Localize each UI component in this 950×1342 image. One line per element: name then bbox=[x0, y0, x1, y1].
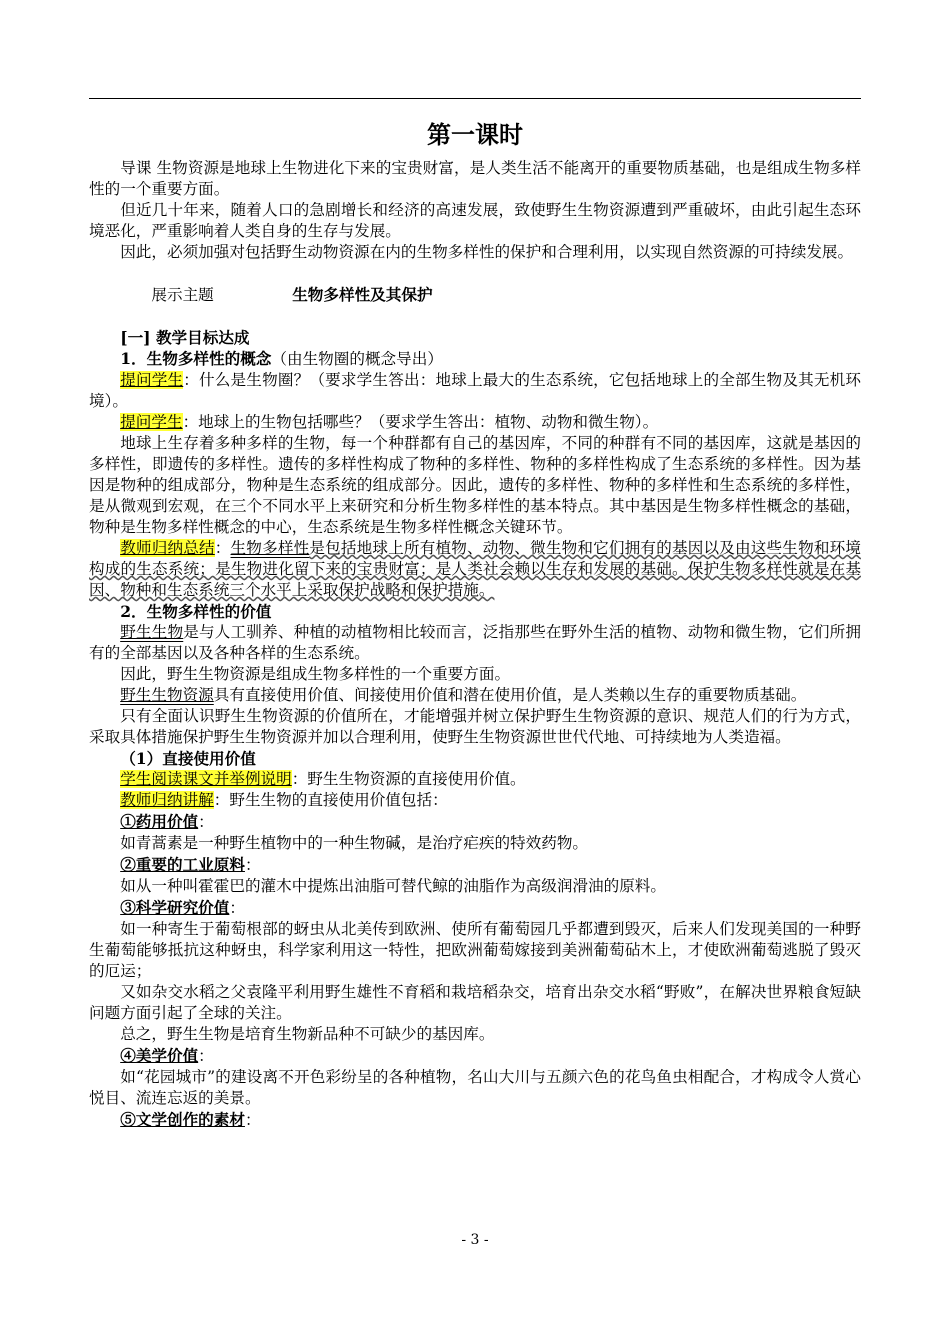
value-3-text-3: 总之，野生生物是培育生物新品种不可缺少的基因库。 bbox=[120, 1025, 495, 1043]
reading-tag: 学生阅读课文并举例说明 bbox=[120, 770, 292, 788]
teacher-explain: 教师归纳讲解：野生生物的直接使用价值包括： bbox=[120, 791, 448, 809]
question-1: 提问学生：什么是生物圈？（要求学生答出：地球上最大的生态系统，它包括地球上的全部生物及其无机环境）。 bbox=[89, 371, 861, 410]
teacher-summary: 教师归纳总结：生物多样性是包括地球上所有植物、动物、微生物和它们拥有的基因以及由这些生物和环境构成的生态系统；是生物进化留下来的宝贵财富；是人类社会赖以生存和发展的基础。保护生物多样性就是在基因、物种和生态系统三个水平上采取保护战略和保护措施。 bbox=[89, 539, 861, 599]
page-number: - 3 - bbox=[461, 1232, 489, 1248]
value-4-text: 如“花园城市”的建设离不开色彩纷呈的各种植物，名山大川与五颜六色的花鸟鱼虫相配合，才构成令人赏心悦目、流连忘返的美景。 bbox=[89, 1068, 861, 1107]
theme-label: 展示主题 bbox=[151, 286, 214, 304]
section-heading: [一] 教学目标达成 bbox=[120, 328, 250, 347]
intro-paragraph: 导课 生物资源是地球上生物进化下来的宝贵财富，是人类生活不能离开的重要物质基础，也是组成生物多样性的一个重要方面。 bbox=[89, 159, 861, 198]
theme-line bbox=[89, 284, 861, 306]
subsection-1-title: 1．生物多样性的概念（由生物圈的概念导出） bbox=[120, 349, 443, 368]
question-tag: 提问学生 bbox=[120, 371, 184, 389]
student-reading: 学生阅读课文并举例说明：野生生物资源的直接使用价值。 bbox=[120, 770, 526, 788]
question-2: 提问学生：地球上的生物包括哪些？（要求学生答出：植物、动物和微生物）。 bbox=[120, 413, 659, 431]
summary-tag: 教师归纳总结 bbox=[120, 539, 215, 557]
explain-tag: 教师归纳讲解 bbox=[120, 791, 214, 809]
theme-value: 生物多样性及其保护 bbox=[292, 285, 433, 304]
only-paragraph: 只有全面认识野生生物资源的价值所在，才能增强并树立保护野生生物资源的意识、规范人们的行为方式，采取具体措施保护野生生物资源并加以合理利用，使野生生物资源世世代代地、可持续地为人类造福。 bbox=[89, 707, 861, 746]
value-2-title: ②重要的工业原料： bbox=[120, 855, 261, 874]
subsection-2-title: 2．生物多样性的价值 bbox=[120, 602, 272, 621]
direct-value-title: （1）直接使用价值 bbox=[120, 749, 256, 768]
value-3-title: ③科学研究价值： bbox=[120, 898, 245, 917]
value-5-title: ⑤文学创作的素材： bbox=[120, 1110, 261, 1129]
value-1-text: 如青蒿素是一种野生植物中的一种生物碱，是治疗疟疾的特效药物。 bbox=[120, 834, 589, 852]
value-2-text: 如从一种叫霍霍巴的灌木中提炼出油脂可替代鲸的油脂作为高级润滑油的原料。 bbox=[120, 877, 666, 895]
question-tag: 提问学生 bbox=[120, 413, 183, 431]
intro-paragraph: 因此，必须加强对包括野生动物资源在内的生物多样性的保护和合理利用，以实现自然资源的可持续发展。 bbox=[120, 243, 854, 261]
value-3-text: 如一种寄生于葡萄根部的蚜虫从北美传到欧洲、使所有葡萄园几乎都遭到毁灭，后来人们发现美国的一种野生葡萄能够抵抗这种蚜虫，科学家利用这一特性，把欧洲葡萄嫁接到美洲葡萄砧木上，才使欧洲葡萄逃脱了毁灭的厄运； bbox=[89, 920, 861, 980]
intro-paragraph: 但近几十年来，随着人口的急剧增长和经济的高速发展，致使野生生物资源遭到严重破坏，由此引起生态环境恶化，严重影响着人类自身的生存与发展。 bbox=[89, 201, 861, 240]
wild-paragraph: 野生生物是与人工驯养、种植的动植物相比较而言，泛指那些在野外生活的植物、动物和微生物，它们所拥有的全部基因以及各种各样的生态系统。 bbox=[89, 623, 861, 662]
document-body bbox=[89, 118, 861, 1131]
header-rule bbox=[89, 98, 861, 99]
value-4-title: ④美学价值： bbox=[120, 1046, 214, 1065]
value-1-title: ①药用价值： bbox=[120, 812, 214, 831]
wild-paragraph-2: 因此，野生生物资源是组成生物多样性的一个重要方面。 bbox=[120, 665, 511, 683]
page-title: 第一课时 bbox=[427, 121, 523, 149]
resource-paragraph: 野生生物资源具有直接使用价值、间接使用价值和潜在使用价值，是人类赖以生存的重要物质基础。 bbox=[120, 686, 807, 704]
diversity-paragraph: 地球上生存着多种多样的生物，每一个种群都有自己的基因库，不同的种群有不同的基因库，这就是基因的多样性，即遗传的多样性。遗传的多样性构成了物种的多样性、物种的多样性构成了生态系统的多样性。因为基因是物种的组成部分，物种是生态系统的组成部分。因此，遗传的多样性、物种的多样性和生态系统的多样性，是从微观到宏观，在三个不同水平上来研究和分析生物多样性的基本特点。其中基因是生物多样性概念的基础，物种是生物多样性概念的中心，生态系统是生物多样性概念关键环节。 bbox=[89, 434, 861, 536]
value-3-text-2: 又如杂交水稻之父袁隆平利用野生雄性不育稻和栽培稻杂交，培育出杂交水稻“野败”，在解决世界粮食短缺问题方面引起了全球的关注。 bbox=[89, 983, 861, 1022]
